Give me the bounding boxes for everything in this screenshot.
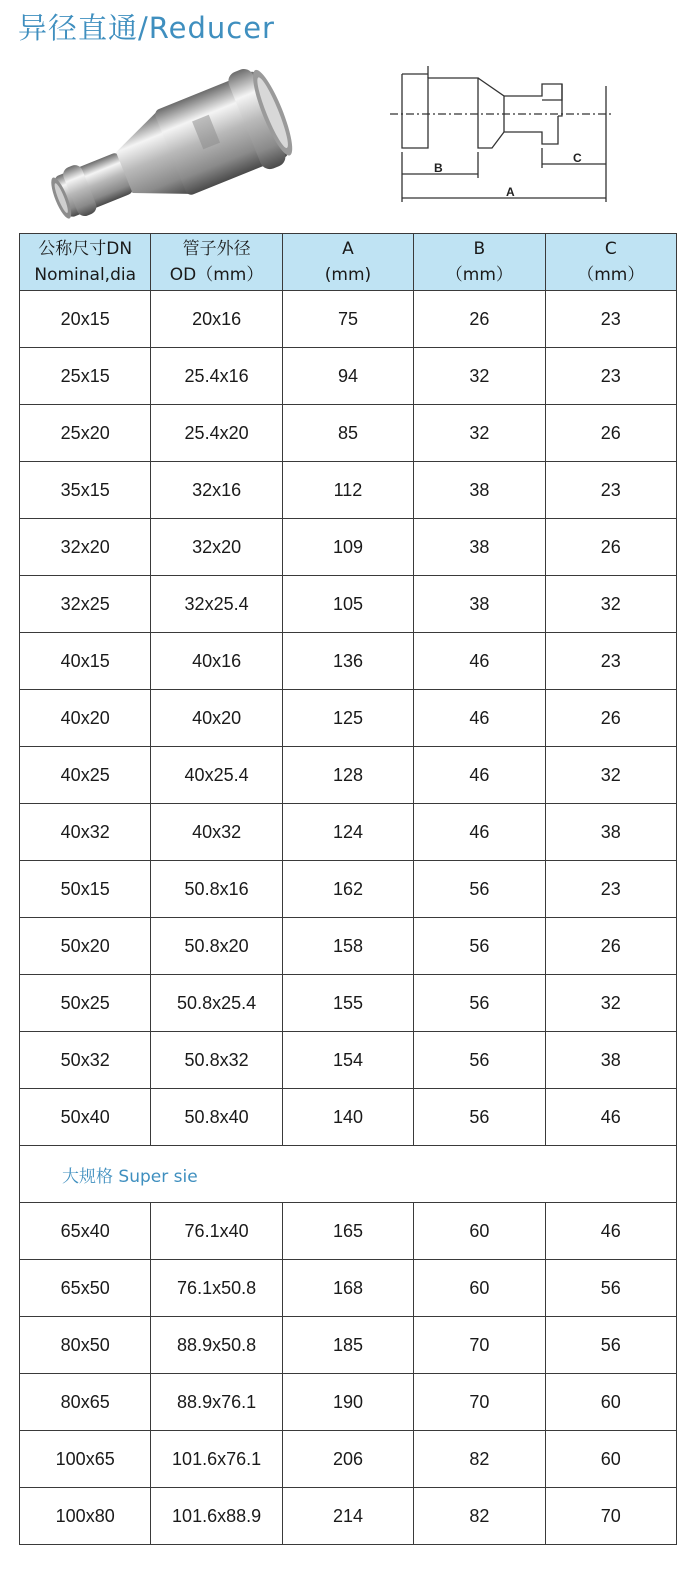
table-cell: 65x40 — [20, 1203, 151, 1260]
table-cell: 32x20 — [151, 519, 282, 576]
table-cell: 50.8x40 — [151, 1089, 282, 1146]
table-cell: 38 — [414, 576, 545, 633]
table-row — [20, 861, 677, 918]
table-cell: 50.8x32 — [151, 1032, 282, 1089]
table-cell: 56 — [545, 1260, 676, 1317]
table-cell: 80x50 — [20, 1317, 151, 1374]
table-cell: 32x20 — [20, 519, 151, 576]
table-row — [20, 1317, 677, 1374]
dim-c-label: C — [573, 151, 582, 165]
table-cell: 162 — [282, 861, 413, 918]
table-cell: 94 — [282, 348, 413, 405]
table-row — [20, 1374, 677, 1431]
table-cell: 40x25.4 — [151, 747, 282, 804]
table-cell: 23 — [545, 348, 676, 405]
table-cell: 190 — [282, 1374, 413, 1431]
table-cell: 155 — [282, 975, 413, 1032]
table-row — [20, 633, 677, 690]
table-cell: 70 — [414, 1317, 545, 1374]
table-cell: 56 — [414, 1032, 545, 1089]
table-row — [20, 1203, 677, 1260]
table-row — [20, 519, 677, 576]
table-cell: 20x15 — [20, 291, 151, 348]
table-row — [20, 462, 677, 519]
section-label: 大规格 Super sie — [20, 1146, 677, 1203]
table-cell: 60 — [545, 1431, 676, 1488]
table-cell: 50x25 — [20, 975, 151, 1032]
table-cell: 50x15 — [20, 861, 151, 918]
table-cell: 128 — [282, 747, 413, 804]
table-cell: 23 — [545, 633, 676, 690]
table-cell: 25.4x16 — [151, 348, 282, 405]
header-od: 管子外径 OD（mm） — [151, 234, 282, 291]
table-cell: 56 — [414, 918, 545, 975]
table-cell: 76.1x40 — [151, 1203, 282, 1260]
table-cell: 46 — [414, 804, 545, 861]
table-cell: 100x80 — [20, 1488, 151, 1545]
table-cell: 50.8x20 — [151, 918, 282, 975]
table-cell: 214 — [282, 1488, 413, 1545]
table-cell: 206 — [282, 1431, 413, 1488]
table-cell: 46 — [545, 1089, 676, 1146]
table-cell: 32 — [545, 975, 676, 1032]
table-cell: 20x16 — [151, 291, 282, 348]
table-cell: 109 — [282, 519, 413, 576]
section-row — [20, 1146, 677, 1203]
table-cell: 26 — [545, 690, 676, 747]
reducer-photo — [28, 62, 308, 222]
table-cell: 154 — [282, 1032, 413, 1089]
header-a: A (mm) — [282, 234, 413, 291]
table-cell: 112 — [282, 462, 413, 519]
table-cell: 32x25.4 — [151, 576, 282, 633]
table-cell: 23 — [545, 861, 676, 918]
table-cell: 32 — [545, 576, 676, 633]
table-cell: 25.4x20 — [151, 405, 282, 462]
table-row — [20, 1089, 677, 1146]
table-cell: 32 — [414, 405, 545, 462]
table-cell: 60 — [414, 1260, 545, 1317]
table-cell: 50x40 — [20, 1089, 151, 1146]
table-cell: 105 — [282, 576, 413, 633]
table-cell: 60 — [414, 1203, 545, 1260]
table-cell: 75 — [282, 291, 413, 348]
table-row — [20, 1260, 677, 1317]
header-nominal: 公称尺寸DN Nominal,dia — [20, 234, 151, 291]
table-cell: 101.6x76.1 — [151, 1431, 282, 1488]
table-cell: 40x16 — [151, 633, 282, 690]
table-header-row — [20, 234, 677, 291]
table-row — [20, 291, 677, 348]
table-row — [20, 576, 677, 633]
table-cell: 26 — [545, 405, 676, 462]
table-cell: 100x65 — [20, 1431, 151, 1488]
table-cell: 88.9x50.8 — [151, 1317, 282, 1374]
table-row — [20, 690, 677, 747]
table-row — [20, 747, 677, 804]
table-cell: 185 — [282, 1317, 413, 1374]
table-cell: 40x15 — [20, 633, 151, 690]
table-cell: 101.6x88.9 — [151, 1488, 282, 1545]
table-cell: 38 — [414, 519, 545, 576]
table-cell: 50x20 — [20, 918, 151, 975]
dimension-table — [19, 233, 677, 1545]
table-cell: 23 — [545, 291, 676, 348]
table-cell: 140 — [282, 1089, 413, 1146]
table-cell: 158 — [282, 918, 413, 975]
table-cell: 50x32 — [20, 1032, 151, 1089]
table-cell: 82 — [414, 1431, 545, 1488]
table-cell: 32x16 — [151, 462, 282, 519]
table-row — [20, 975, 677, 1032]
dim-b-label: B — [434, 161, 443, 175]
table-row — [20, 804, 677, 861]
header-b: B （mm） — [414, 234, 545, 291]
table-cell: 32 — [414, 348, 545, 405]
table-cell: 46 — [414, 690, 545, 747]
table-row — [20, 1488, 677, 1545]
table-cell: 26 — [545, 918, 676, 975]
table-cell: 40x32 — [151, 804, 282, 861]
dim-a-label: A — [506, 185, 515, 199]
table-cell: 40x32 — [20, 804, 151, 861]
table-row — [20, 405, 677, 462]
table-cell: 76.1x50.8 — [151, 1260, 282, 1317]
table-cell: 65x50 — [20, 1260, 151, 1317]
table-row — [20, 1032, 677, 1089]
table-row — [20, 1431, 677, 1488]
table-cell: 88.9x76.1 — [151, 1374, 282, 1431]
table-cell: 32x25 — [20, 576, 151, 633]
table-cell: 46 — [414, 633, 545, 690]
table-cell: 26 — [545, 519, 676, 576]
table-cell: 23 — [545, 462, 676, 519]
table-cell: 32 — [545, 747, 676, 804]
table-cell: 70 — [545, 1488, 676, 1545]
table-cell: 56 — [414, 1089, 545, 1146]
table-cell: 136 — [282, 633, 413, 690]
table-cell: 38 — [545, 1032, 676, 1089]
page-title: 异径直通/Reducer — [18, 11, 275, 45]
table-cell: 60 — [545, 1374, 676, 1431]
table-cell: 124 — [282, 804, 413, 861]
table-cell: 50.8x16 — [151, 861, 282, 918]
table-cell: 38 — [414, 462, 545, 519]
table-row — [20, 918, 677, 975]
header-c: C （mm） — [545, 234, 676, 291]
table-cell: 56 — [414, 861, 545, 918]
table-cell: 56 — [414, 975, 545, 1032]
table-row — [20, 348, 677, 405]
table-cell: 40x25 — [20, 747, 151, 804]
table-cell: 165 — [282, 1203, 413, 1260]
table-cell: 125 — [282, 690, 413, 747]
table-cell: 46 — [545, 1203, 676, 1260]
table-cell: 26 — [414, 291, 545, 348]
reducer-drawing — [380, 56, 620, 216]
table-cell: 35x15 — [20, 462, 151, 519]
table-cell: 40x20 — [20, 690, 151, 747]
table-cell: 85 — [282, 405, 413, 462]
table-cell: 38 — [545, 804, 676, 861]
table-cell: 40x20 — [151, 690, 282, 747]
table-cell: 82 — [414, 1488, 545, 1545]
table-cell: 46 — [414, 747, 545, 804]
table-cell: 70 — [414, 1374, 545, 1431]
table-cell: 25x20 — [20, 405, 151, 462]
table-cell: 56 — [545, 1317, 676, 1374]
table-cell: 80x65 — [20, 1374, 151, 1431]
table-cell: 168 — [282, 1260, 413, 1317]
table-cell: 50.8x25.4 — [151, 975, 282, 1032]
table-cell: 25x15 — [20, 348, 151, 405]
